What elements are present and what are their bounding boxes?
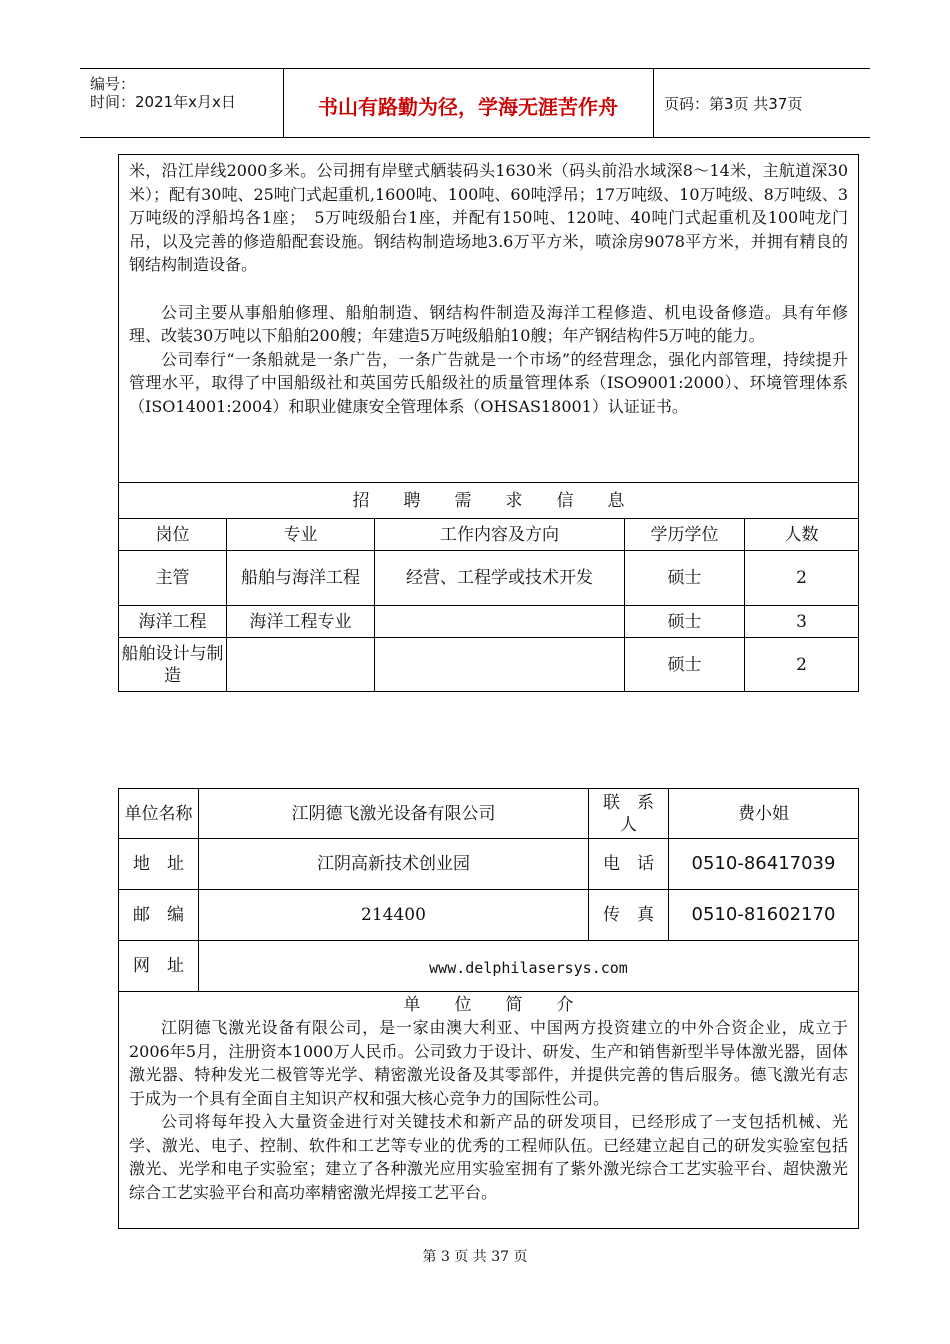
address-value: 江阴高新技术创业园 xyxy=(199,839,589,890)
table-row xyxy=(119,638,859,692)
website-label: 网 址 xyxy=(119,941,199,992)
website-link[interactable]: www.delphilasersys.com xyxy=(199,941,859,992)
company1-intro-cell xyxy=(119,155,859,483)
column-header: 工作内容及方向 xyxy=(375,519,625,551)
address-label: 地 址 xyxy=(119,839,199,890)
company2-intro-cell xyxy=(119,992,859,1229)
table-cell xyxy=(375,638,625,692)
table-cell: 2 xyxy=(745,638,859,692)
table-cell: 硕士 xyxy=(625,638,745,692)
document-time-label: 时间：2021年x月x日 xyxy=(90,93,236,111)
fax-label: 传 真 xyxy=(589,890,669,941)
table-cell: 3 xyxy=(745,606,859,638)
phone-label: 电 话 xyxy=(589,839,669,890)
column-header: 学历学位 xyxy=(625,519,745,551)
postcode-label: 邮 编 xyxy=(119,890,199,941)
company1-intro-paragraph: 米，沿江岸线2000多米。公司拥有岸壁式舾装码头1630米（码头前沿水域深8～14米，主航道深30米）；配有30吨、25吨门式起重机,1600吨、100吨、60吨浮吊；17万吨级、10万吨级、8万吨级、3万吨级的浮船坞各1座； 5万吨级船台1座，并配有150吨、120吨、40吨门式起重机及100吨龙门吊，以及完善的修造船配套设施。钢结构制造场地3.6万平方米，喷涂房9078平方米，并拥有精良的钢结构制造设备。 xyxy=(129,161,849,274)
header-motto-cell xyxy=(283,69,654,137)
table-row xyxy=(119,606,859,638)
column-header: 岗位 xyxy=(119,519,227,551)
company1-intro-paragraph: 公司主要从事船舶修理、船舶制造、钢结构件制造及海洋工程修造、机电设备修造。具有年修理、改装30万吨以下船舶200艘；年建造5万吨级船舶10艘；年产钢结构件5万吨的能力。 xyxy=(129,302,849,345)
company2-intro-paragraph: 公司将每年投入大量资金进行对关键技术和新产品的研发项目，已经形成了一支包括机械、光学、激光、电子、控制、软件和工艺等专业的优秀的工程师队伍。已经建立起自己的研发实验室包括激光、光学和电子实验室；建立了各种激光应用实验室拥有了紫外激光综合工艺实验平台、超快激光综合工艺实验平台和高功率精密激光焊接工艺平台。 xyxy=(129,1112,848,1202)
table-cell: 海洋工程专业 xyxy=(227,606,375,638)
table-cell: 船舶设计与制造 xyxy=(119,638,227,692)
table-cell xyxy=(375,606,625,638)
header-motto: 书山有路勤为径，学海无涯苦作舟 xyxy=(318,95,618,119)
page-footer: 第 3 页 共 37 页 xyxy=(422,1249,528,1265)
name-label: 单位名称 xyxy=(119,789,199,839)
column-header: 专业 xyxy=(227,519,375,551)
table-cell: 经营、工程学或技术开发 xyxy=(375,551,625,606)
company2-table xyxy=(118,788,859,1229)
header-meta-cell xyxy=(80,69,284,137)
header-page-label: 页码：第3页 共37页 xyxy=(664,95,803,113)
contact-value: 费小姐 xyxy=(669,789,859,839)
table-cell: 船舶与海洋工程 xyxy=(227,551,375,606)
company-name: 江阴德飞激光设备有限公司 xyxy=(199,789,589,839)
company2-intro-title: 单 位 简 介 xyxy=(403,995,574,1015)
company1-intro-paragraph: 公司奉行“一条船就是一条广告，一条广告就是一个市场”的经营理念，强化内部管理，持续提升管理水平，取得了中国船级社和英国劳氏船级社的质量管理体系（ISO9001:2000）、环境管理体系（ISO14001:2004）和职业健康安全管理体系（OHSAS18001）认证证书。 xyxy=(129,349,849,416)
phone-value: 0510-86417039 xyxy=(669,839,859,890)
fax-value: 0510-81602170 xyxy=(669,890,859,941)
recruit-header-row xyxy=(119,519,859,551)
company2-intro-paragraph: 江阴德飞激光设备有限公司，是一家由澳大利亚、中国两方投资建立的中外合资企业，成立于2006年5月，注册资本1000万人民币。公司致力于设计、研发、生产和销售新型半导体激光器，固体激光器、特种发光二极管等光学、精密激光设备及其零部件，并提供完善的售后服务。德飞激光有志于成为一个具有全面自主知识产权和强大核心竞争力的国际性公司。 xyxy=(129,1018,848,1108)
company1-table xyxy=(118,154,859,692)
table-cell: 2 xyxy=(745,551,859,606)
contact-label: 联 系 人 xyxy=(589,789,669,839)
column-header: 人数 xyxy=(745,519,859,551)
table-cell: 海洋工程 xyxy=(119,606,227,638)
table-cell: 硕士 xyxy=(625,551,745,606)
document-number-label: 编号： xyxy=(90,75,136,93)
page-header xyxy=(80,68,870,138)
recruit-section-title: 招 聘 需 求 信 息 xyxy=(119,483,859,519)
postcode-value: 214400 xyxy=(199,890,589,941)
header-page-cell xyxy=(654,69,870,137)
table-cell: 硕士 xyxy=(625,606,745,638)
table-row xyxy=(119,551,859,606)
table-cell xyxy=(227,638,375,692)
table-cell: 主管 xyxy=(119,551,227,606)
